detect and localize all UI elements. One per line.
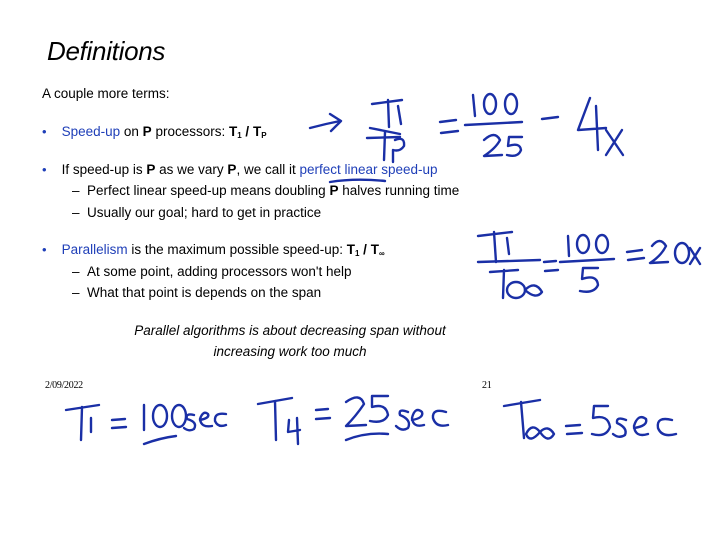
text: What that point is depends on the span — [87, 285, 322, 300]
var-t: T — [346, 242, 355, 257]
ink-speedup-equation — [367, 94, 623, 162]
quote-line-2: increasing work too much — [213, 344, 367, 359]
text: on — [120, 124, 143, 139]
var-p: P — [142, 124, 152, 139]
var-p: P — [227, 162, 237, 177]
dash-marker: – — [72, 285, 80, 300]
subscript: P — [261, 131, 267, 140]
var-t: T — [228, 124, 238, 139]
text: halves running time — [338, 183, 460, 198]
text: At some point, adding processors won't help — [87, 264, 352, 279]
ink-t1-value — [66, 405, 226, 444]
intro-text: A couple more terms: — [42, 86, 170, 101]
slide-date: 2/09/2022 — [45, 380, 83, 391]
bullet-marker: • — [42, 162, 47, 177]
dash-marker: – — [72, 264, 80, 279]
ink-tinf-value — [504, 400, 676, 439]
slide-number: 21 — [482, 380, 492, 391]
text: , we call it — [236, 162, 300, 177]
var-p: P — [329, 183, 339, 198]
slash: / — [241, 124, 253, 139]
dash-marker: – — [72, 205, 80, 220]
slash: / — [359, 242, 371, 257]
var-t: T — [370, 242, 379, 257]
bullet-marker: • — [42, 124, 47, 139]
subscript: 1 — [237, 131, 242, 140]
subscript: 1 — [354, 249, 360, 258]
term-parallelism: Parallelism — [61, 242, 128, 257]
var-p: P — [146, 162, 156, 177]
var-t: T — [252, 124, 262, 139]
text: If speed-up is — [61, 162, 147, 177]
slide-title: Definitions — [47, 36, 166, 66]
ink-arrow — [310, 114, 341, 131]
term-perfect-linear: perfect linear speed-up — [299, 162, 438, 177]
term-speedup: Speed-up — [61, 124, 121, 139]
ink-t4-value — [258, 396, 448, 444]
dash-marker: – — [72, 183, 80, 198]
ink-underline — [330, 180, 385, 182]
quote-line-1: Parallel algorithms is about decreasing span without — [134, 323, 446, 338]
text: as we vary — [155, 162, 228, 177]
text: is the maximum possible speed-up: — [127, 242, 347, 257]
subscript: ∞ — [378, 249, 385, 258]
text: Usually our goal; hard to get in practice — [87, 205, 322, 220]
bullet-marker: • — [42, 242, 47, 257]
text: Perfect linear speed-up means doubling — [87, 183, 330, 198]
ink-parallelism-equation — [478, 232, 700, 298]
text: processors: — [151, 124, 229, 139]
